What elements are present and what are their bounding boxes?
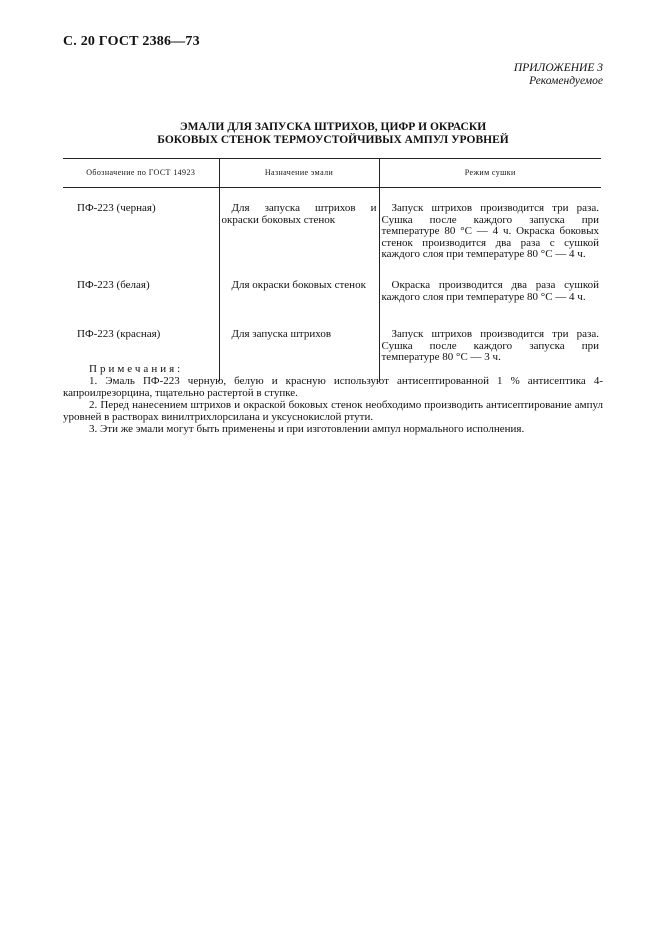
notes-section: [63, 364, 603, 435]
appendix-label: ПРИЛОЖЕНИЕ 3: [513, 62, 603, 74]
column-header-purpose: Назначение эмали: [219, 159, 379, 188]
cell-designation: ПФ-223 (белая): [77, 279, 150, 291]
cell-purpose: Для запуска штрихов: [219, 314, 379, 381]
cell-drying: Окраска производится два раза сушкой каждого слоя при температуре 80 °С — 4 ч.: [379, 265, 601, 314]
note-item-3: 3. Эти же эмали могут быть применены и при изготовлении ампул нормального исполнения.: [89, 422, 525, 435]
column-header-designation: Обозначение по ГОСТ 14923: [63, 159, 219, 188]
cell-designation: ПФ-223 (черная): [77, 202, 156, 214]
note-item-1: 1. Эмаль ПФ-223 черную, белую и красную используют антисептированной 1 % антисептика 4-капроилрезорцина, тщательно растертой в ступке.: [63, 374, 603, 399]
notes-heading: Примечания:: [89, 363, 184, 375]
title-line-2: БОКОВЫХ СТЕНОК ТЕРМОУСТОЙЧИВЫХ АМПУЛ УРОВНЕЙ: [157, 133, 509, 146]
table-row: [63, 188, 601, 266]
cell-designation: ПФ-223 (красная): [77, 328, 161, 340]
title-line-1: ЭМАЛИ ДЛЯ ЗАПУСКА ШТРИХОВ, ЦИФР И ОКРАСКИ: [179, 121, 487, 133]
document-title: [63, 121, 603, 146]
enamel-table: [63, 158, 601, 381]
table-header-row: [63, 159, 601, 188]
cell-drying: Запуск штрихов производится три раза. Сушка после каждого запуска при температуре 80 °С — 4 ч. Окраска боковых стенок производится два раза с сушкой каждого слоя при температуре 80 °С — 4 ч.: [379, 188, 601, 266]
cell-purpose: Для окраски боковых стенок: [219, 265, 379, 314]
appendix-block: [514, 62, 603, 88]
column-header-drying: Режим сушки: [379, 159, 601, 188]
note-item-2: 2. Перед нанесением штрихов и окраской боковых стенок необходимо производить антисептирование ампул уровней в растворах винилтрихлорсилана и уксуснокислой ртути.: [63, 398, 603, 423]
table-row: [63, 265, 601, 314]
cell-purpose: Для запуска штрихов и окраски боковых стенок: [219, 188, 379, 266]
cell-drying: Запуск штрихов производится три раза. Сушка после каждого запуска при температуре 80 °С — 3 ч.: [379, 314, 601, 381]
appendix-status: Рекомендуемое: [529, 75, 603, 87]
page-header: С. 20 ГОСТ 2386—73: [63, 34, 200, 49]
